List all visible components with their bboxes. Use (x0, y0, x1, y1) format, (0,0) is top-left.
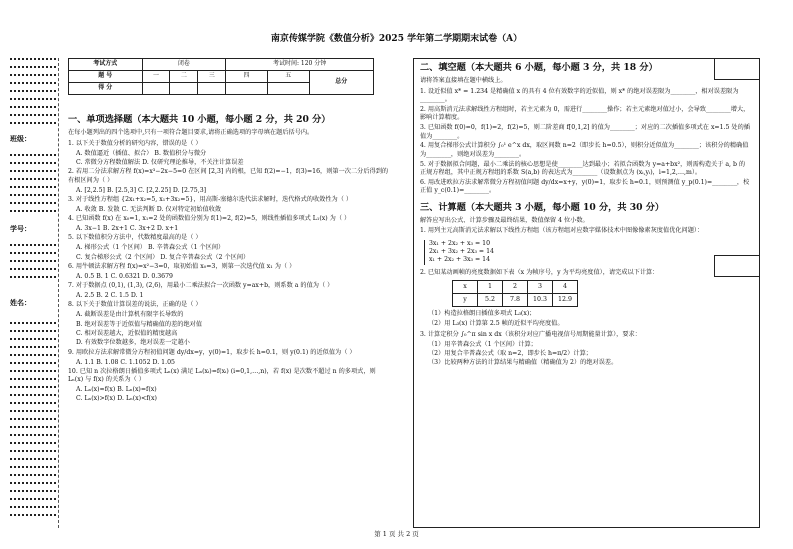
section-1-title: 一、单项选择题（本大题共 10 小题，每小题 2 分，共 20 分） (68, 114, 331, 125)
choice-options: A. 梯形公式（1 个区间） B. 辛普森公式（1 个区间） (76, 244, 225, 252)
choice-question: 3. 对于线性方程组 {2x₁+x₂=5, x₁+3x₂=5}，用高斯-塞德尔迭代法求解时，迭代格式的收敛性为（ ） (68, 195, 353, 203)
fill-question: 4. 用复合梯形公式计算积分 ∫₀¹ e^x dx，取区间数 n=2（即步长 h=0.5），则积分近似值为________；该积分的精确值为________，则绝对误差为________。 (420, 142, 749, 158)
table-x-cell: 2 (503, 281, 528, 294)
section-3-instruction: 解答应写出公式、计算步骤及最终结果，数值保留 4 位小数。 (420, 217, 589, 225)
choice-options: A. 收敛 B. 发散 C. 无法判断 D. 仅对特定初始值收敛 (76, 205, 222, 213)
choice-options: A. 数值逼近（插值、拟合） B. 数值积分与微分 (76, 149, 207, 157)
name-label: 姓名： (10, 298, 31, 307)
choice-options: A. 2.5 B. 2 C. 1.5 D. 1 (76, 292, 144, 300)
table-x-cell: x (453, 281, 478, 294)
binding-sidebar (6, 58, 56, 518)
table-y-cell: 12.9 (553, 294, 578, 307)
choice-options: A. 截断误差是由计算机有限字长导致的 (76, 311, 184, 319)
cut-line (58, 58, 59, 528)
choice-question: 6. 用牛顿法求解方程 f(x)=x²−3=0，取初始值 x₀=3，则第一次迭代值 x₁ 为（ ） (68, 262, 296, 270)
equation-1: 3x₁ + 2x₂ + x₃ = 10 (429, 239, 491, 247)
table-y-cell: 7.8 (503, 294, 528, 307)
fill-question: 3. 已知函数 f(0)=0，f(1)=2，f(2)=5，则二阶差商 f[0,1,2] 的值为________；对应的二次插值多项式在 x=1.5 处的插值为________。 (420, 124, 750, 140)
choice-options: B. 绝对误差等于近似值与精确值的差的绝对值 (76, 320, 203, 328)
fill-question: 6. 用改进欧拉方法求解常微分方程初值问题 dy/dx=x+y，y(0)=1，取步长 h=0.1，则预测值 y_p(0.1)=________，校正值 y_c(0.1)=________。 (420, 178, 750, 195)
score-cell[interactable] (142, 83, 170, 95)
section-3-title: 三、计算题（本大题共 3 小题，每小题 10 分，共 30 分） (420, 201, 665, 213)
choice-options: A. Lₙ(x)≈f(x) B. Lₙ(x)=f(x) (76, 386, 157, 394)
choice-question: 7. 对于数据点 (0,1), (1,3), (2,6)，用最小二乘法拟合一次函数 y=ax+b，则系数 a 的值为（ ） (68, 282, 334, 290)
equation-2: 2x₁ + 3x₂ + 2x₃ = 14 (429, 248, 494, 256)
table-y-cell: 10.3 (528, 294, 553, 307)
choice-question: 2. 若用二分法求解方程 f(x)=x³−2x−5=0 在区间 [2,3] 内的根，已知 f(2)=−1，f(3)=16，则第一次二分后得到的有根区间为（ ） (68, 168, 389, 184)
page-footer: 第 1 页 共 2 页 (374, 530, 419, 538)
choice-options: A. 1.1 B. 1.08 C. 1.1052 D. 1.05 (76, 358, 175, 366)
calc-q3: 3. 计算定积分 ∫₀^π sin x dx（该积分对应广播电视信号周期能量计算），要求： (420, 330, 641, 338)
exam-form-label: 考试方式 (69, 59, 143, 71)
brightness-table (452, 280, 578, 307)
fill-question: 2. 用高斯消元法求解线性方程组时，若主元素为 0，需进行________操作；若主元素绝对值过小，会导致________增大，影响计算精度。 (420, 106, 750, 122)
calc-q2-part: （2）用 L₃(x) 计算第 2.5 帧的近似平均亮度值。 (428, 319, 564, 327)
choice-question: 8. 以下关于数值计算误差的说法，正确的是（ ） (68, 301, 202, 309)
col-2: 二 (170, 71, 198, 83)
score-summary-table (68, 58, 374, 95)
exam-form-value: 闭卷 (142, 59, 226, 71)
calc-q3-part: （3）比较两种方法的计算结果与精确值（精确值为 2）的绝对误差。 (428, 359, 618, 367)
choice-question: 10. 已知 n 次拉格朗日插值多项式 Lₙ(x) 满足 Lₙ(xᵢ)=f(xᵢ) (i=0,1,…,n)，若 f(x) 是次数不超过 n 的多项式，则 Lₙ(x) 与 f(x) 的关系为（ ） (68, 367, 376, 384)
table-x-cell: 1 (478, 281, 503, 294)
col-1: 一 (142, 71, 170, 83)
col-5: 五 (267, 71, 309, 83)
table-y-cell: 5.2 (478, 294, 503, 307)
col-4: 四 (226, 71, 268, 83)
section-1-instruction: 在每小题列出的四个选项中,只有一项符合题目要求,请将正确选项的字母填在题后括号内。 (68, 129, 314, 137)
choice-question: 5. 以下数值积分方法中，代数精度最高的是（ ） (68, 234, 202, 242)
choice-options: A. 0.5 B. 1 C. 0.6321 D. 0.3679 (76, 272, 173, 280)
choice-question: 4. 已知函数 f(x) 在 x₀=1, x₁=2 处的函数值分别为 f(1)=2, f(2)=5，则线性插值多项式 L₁(x) 为（ ） (68, 215, 351, 223)
choice-options: A. 3x−1 B. 2x+1 C. 3x+2 D. x+1 (76, 225, 179, 233)
calc-q2: 2. 已知某动画帧的亮度数据如下表（x 为帧序号，y 为平均亮度值），请完成以下计算： (420, 268, 659, 276)
calc-q3-part: （2）用复合辛普森公式（取 n=2，即步长 h=π/2）计算； (428, 350, 592, 358)
student-id-label: 学号： (10, 224, 31, 233)
score-cell[interactable] (198, 83, 226, 95)
question-no-label: 题 号 (69, 71, 143, 83)
equation-3: x₁ + 2x₂ + 3x₃ = 14 (429, 256, 491, 264)
page-title: 南京传媒学院《数值分析》2025 学年第二学期期末试卷（A） (270, 34, 523, 44)
calc-q3-part: （1）用辛普森公式（1 个区间）计算； (428, 340, 537, 348)
section-2-instruction: 请将答案直接填在题中横线上。 (420, 77, 507, 85)
table-x-cell: 4 (553, 281, 578, 294)
table-x-cell: 3 (528, 281, 553, 294)
section-2-title: 二、填空题（本大题共 6 小题，每小题 3 分，共 18 分） (420, 62, 658, 73)
col-3: 三 (198, 71, 226, 83)
fill-question: 5. 对于数据拟合问题，最小二乘法的核心思想是使________达到最小；若拟合函数为 y=a+bx²，则需构造关于 a, b 的正规方程组，其中正规方程组的系数 S(a,b) 的表达式为________（设数据点为 (xᵢ,yᵢ)，i=1,2,…,m）。 (420, 160, 746, 177)
calc-q2-part: （1）构造拉格朗日插值多项式 L₃(x)； (428, 310, 536, 318)
section-choice (68, 112, 390, 405)
fill-question: 1. 设近似值 x* = 1.234 是精确值 x 的具有 4 位有效数字的近似值，则 x* 的绝对误差限为________，相对误差限为________。 (420, 87, 739, 104)
choice-question: 9. 用欧拉方法求解常微分方程初值问题 dy/dx=y，y(0)=1，取步长 h=0.1，则 y(0.1) 的近似值为（ ） (68, 348, 356, 356)
total-label: 总分 (309, 71, 373, 95)
choice-options: D. 有效数字位数越多，绝对误差一定越小 (76, 339, 190, 347)
exam-time: 考试时间: 120 分钟 (226, 59, 374, 71)
score-cell[interactable] (226, 83, 268, 95)
score-cell[interactable] (267, 83, 309, 95)
score-cell[interactable] (170, 83, 198, 95)
equation-system (424, 240, 750, 265)
table-y-cell: y (453, 294, 478, 307)
section-fill (420, 60, 750, 369)
calc-q1: 1. 用列主元高斯消元法求解以下线性方程组（该方程组对应数字媒体技术中图像像素灰度值优化问题）： (420, 227, 704, 235)
choice-options: A. [2,2.5] B. [2.5,3] C. [2,2.25] D. [2.75,3] (76, 186, 207, 194)
score-row-label: 得 分 (69, 83, 143, 95)
choice-question: 1. 以下关于数值分析的研究内容，错误的是（ ） (68, 139, 202, 147)
choice-options: C. Lₙ(x)>f(x) D. Lₙ(x)<f(x) (76, 395, 157, 403)
choice-options: C. 相对误差越大，近似值的精度越高 (76, 329, 178, 337)
choice-options: C. 复合梯形公式（2 个区间） D. 复合辛普森公式（2 个区间） (76, 253, 250, 261)
class-label: 班级： (10, 134, 31, 143)
choice-options: C. 常微分方程数值解法 D. 仅研究理论推导，不关注计算误差 (76, 159, 244, 166)
